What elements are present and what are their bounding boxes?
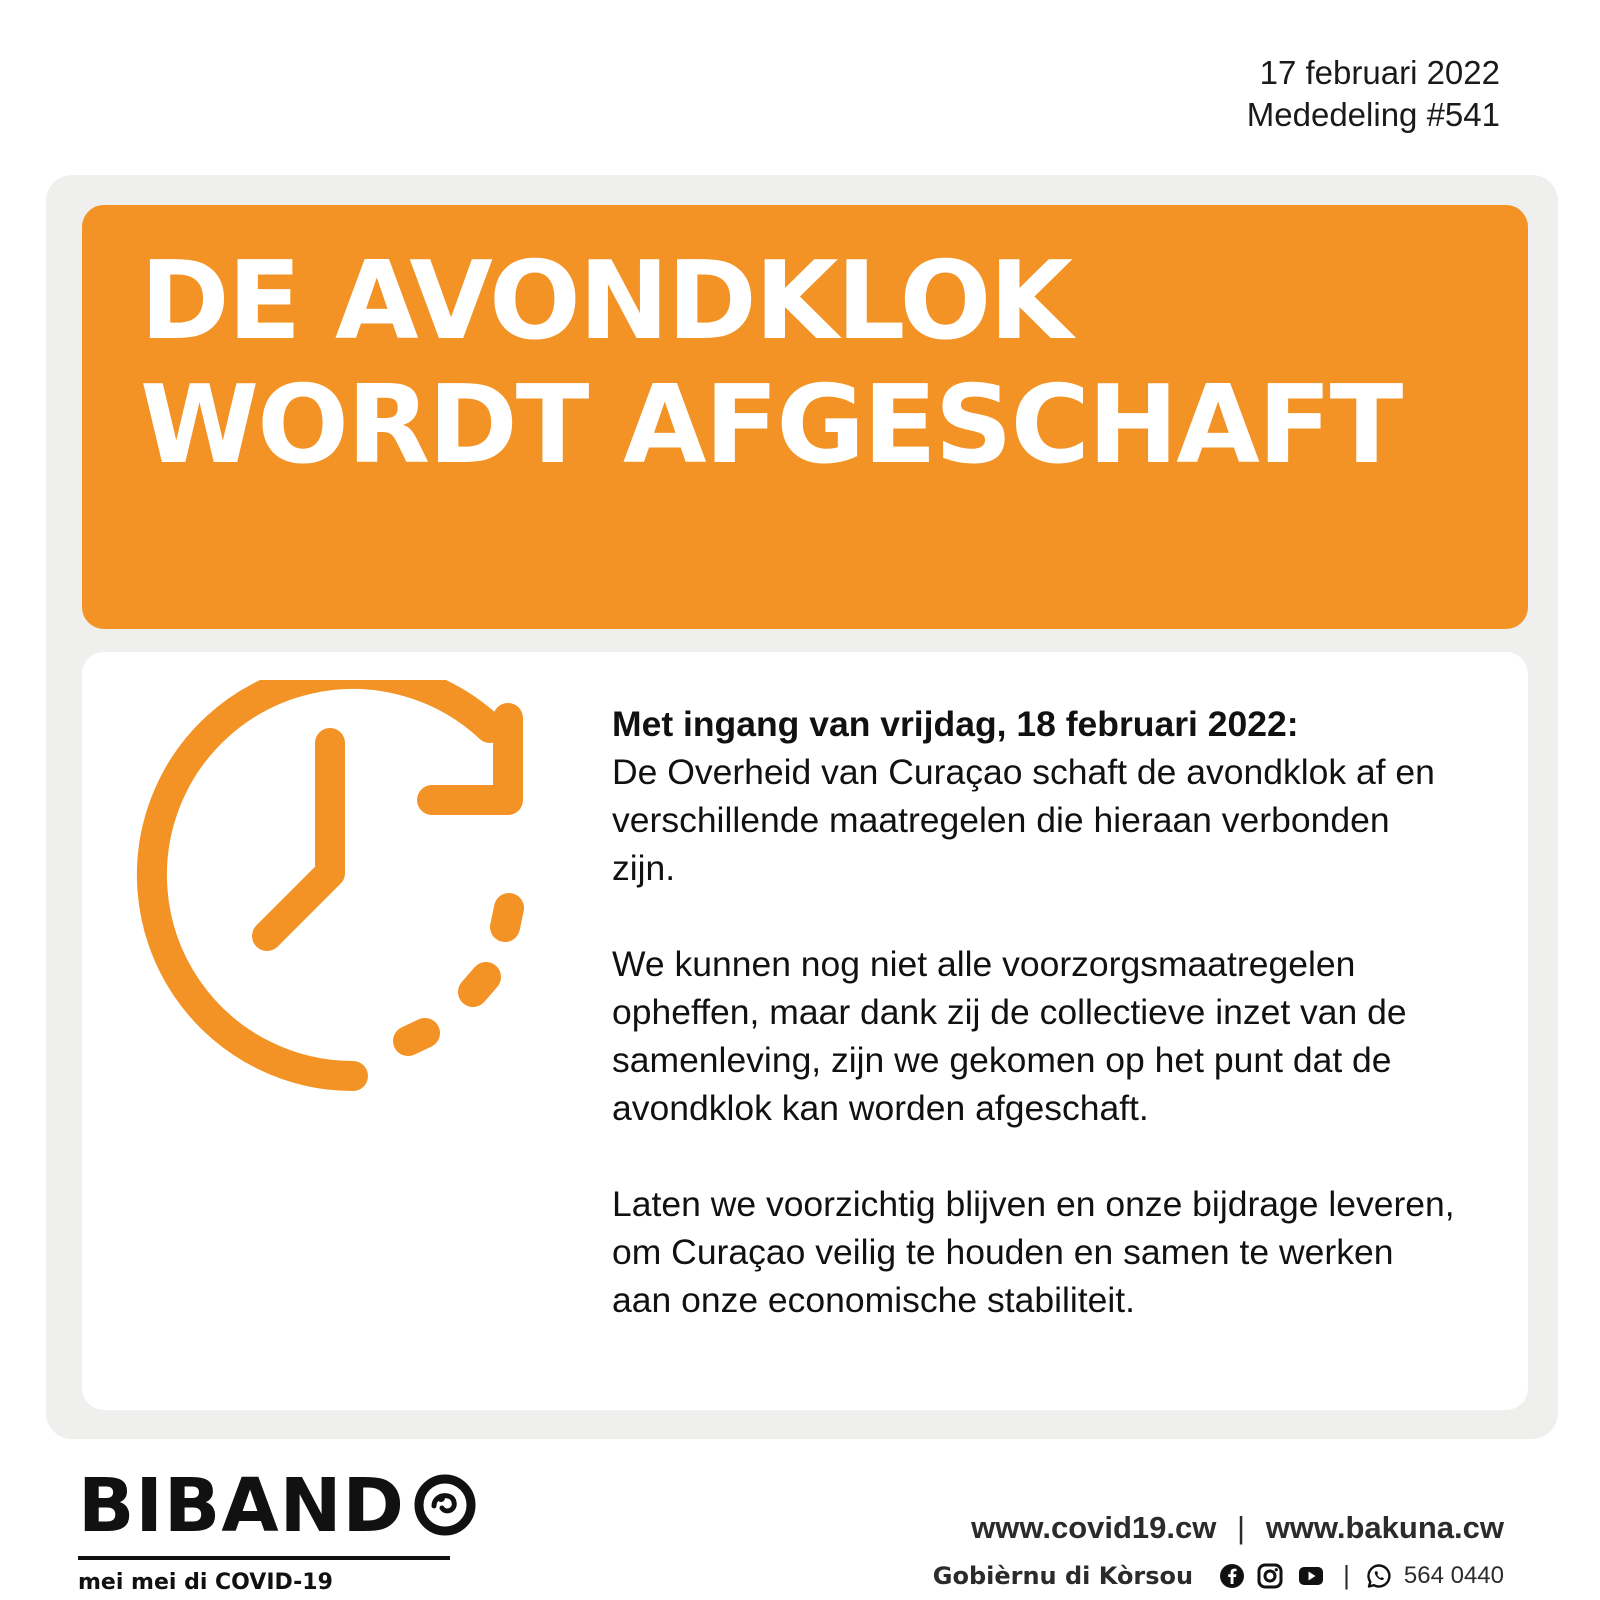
youtube-icon[interactable] [1295,1563,1327,1589]
contact-separator: | [1343,1560,1350,1590]
link-separator: | [1237,1510,1246,1545]
paragraph-1 [612,700,1462,892]
clock-arrow-icon [120,680,580,1130]
message-body [612,700,1462,1372]
instagram-icon[interactable] [1257,1563,1283,1589]
footer [933,1508,1504,1591]
footer-contact [933,1560,1504,1591]
covid19-link[interactable]: www.covid19.cw [971,1510,1217,1545]
facebook-icon[interactable] [1219,1563,1245,1589]
phone-number[interactable]: 564 0440 [1403,1561,1504,1589]
logo-o-icon [414,1474,476,1536]
logo-wordmark: BIBAND [78,1463,405,1549]
notice-meta [1247,52,1500,136]
notice-number: Mededeling #541 [1246,96,1500,133]
paragraph-1-text: De Overheid van Curaçao schaft de avondklok af en verschillende maatregelen die hieraan verbonden zijn. [612,752,1435,888]
footer-links [933,1508,1504,1548]
lead-text: Met ingang van vrijdag, 18 februari 2022: [612,704,1299,744]
notice-date: 17 februari 2022 [1259,54,1500,91]
paragraph-2: We kunnen nog niet alle voorzorgsmaatregelen opheffen, maar dank zij de collectieve inzet van de samenleving, zijn we gekomen op het punt dat de avondklok kan worden afgeschaft. [612,944,1407,1128]
bakuna-link[interactable]: www.bakuna.cw [1265,1510,1504,1545]
bibando-logo [78,1463,458,1595]
title-line-1: DE AVONDKLOK [140,239,1071,364]
title-line-2: WORDT AFGESCHAFT [140,363,1402,488]
page-title [140,240,1401,488]
whatsapp-icon [1366,1563,1392,1589]
logo-tagline: mei mei di COVID-19 [78,1570,333,1595]
logo-underline [78,1556,450,1560]
paragraph-3: Laten we voorzichtig blijven en onze bijdrage leveren, om Curaçao veilig te houden en samen te werken aan onze economische stabiliteit. [612,1184,1455,1320]
government-label: Gobièrnu di Kòrsou [932,1561,1194,1590]
